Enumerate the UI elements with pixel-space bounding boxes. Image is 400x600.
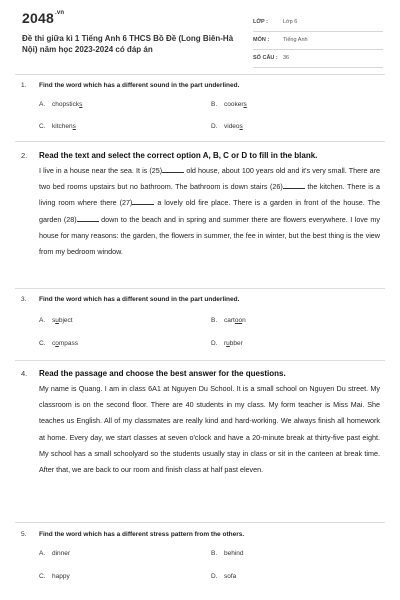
option-c[interactable] <box>39 573 70 580</box>
question-number: 3. <box>21 296 27 303</box>
option-c[interactable] <box>39 340 78 347</box>
underlined-part: s <box>239 123 243 130</box>
option-b[interactable] <box>211 550 244 557</box>
option-b[interactable] <box>211 101 247 108</box>
subject-value: Tiếng Anh <box>283 37 308 43</box>
question-number: 4. <box>21 369 28 378</box>
option-text: cooker <box>224 101 244 108</box>
option-text: r <box>224 340 227 347</box>
passage-text: a lovely old fire place. There is a garden in front of the house. The garden (28) <box>39 198 381 224</box>
blank-25[interactable] <box>162 167 184 173</box>
option-letter: A. <box>39 317 46 324</box>
count-value: 36 <box>283 55 290 61</box>
cloze-passage <box>39 163 380 260</box>
underlined-part: oo <box>234 317 243 324</box>
question-instruction: Read the passage and choose the best answer for the questions. <box>39 369 286 378</box>
option-letter: D. <box>211 340 218 347</box>
divider <box>15 522 385 523</box>
underlined-part: o <box>55 340 59 347</box>
option-letter: C. <box>39 340 46 347</box>
option-text: c <box>52 340 56 347</box>
count-label: SỐ CÂU : <box>253 55 278 61</box>
divider <box>15 360 385 361</box>
option-letter: C. <box>39 123 46 130</box>
option-c[interactable] <box>39 123 76 130</box>
divider <box>15 141 385 142</box>
option-a[interactable] <box>39 317 73 324</box>
option-text: kitchen <box>52 123 73 130</box>
option-letter: C. <box>39 573 46 580</box>
option-letter: D. <box>211 123 218 130</box>
option-text: sofa <box>224 573 237 580</box>
option-text: n <box>242 317 246 324</box>
class-value: Lớp 6 <box>283 19 298 25</box>
page-header <box>0 0 400 72</box>
passage-text: I live in a house near the sea. It is (25) <box>39 166 163 175</box>
option-text: video <box>224 123 240 130</box>
option-text: mpass <box>58 340 79 347</box>
question-instruction: Find the word which has a different stress pattern from the others. <box>39 531 245 538</box>
option-text: dinner <box>52 550 71 557</box>
logo-suffix: .vn <box>54 10 65 16</box>
underlined-part: s <box>79 101 83 108</box>
meta-table <box>253 14 383 68</box>
question-instruction: Find the word which has a different sound in the part underlined. <box>39 82 240 89</box>
passage-text: the kitchen. There is a living room where there (27) <box>39 182 380 208</box>
option-a[interactable] <box>39 550 70 557</box>
passage-text: old house, about 100 years old and it's very small. There are two bed rooms upstairs but no bathroom. The bathroom is down stairs (26) <box>39 166 380 192</box>
option-d[interactable] <box>211 573 236 580</box>
passage-text: down to the beach and in spring and summer there are flowers everywhere. I love my house for many reasons: the garden, the flowers in summer, the fee in winter, but the best thing is the view from my bedroom window. <box>39 214 380 257</box>
option-letter: A. <box>39 101 46 108</box>
option-text: behind <box>224 550 244 557</box>
option-d[interactable] <box>211 340 243 347</box>
option-letter: B. <box>211 101 218 108</box>
underlined-part: u <box>226 340 230 347</box>
option-letter: D. <box>211 573 218 580</box>
option-letter: B. <box>211 550 218 557</box>
option-d[interactable] <box>211 123 243 130</box>
document-title: Đề thi giữa kì 1 Tiếng Anh 6 THCS Bồ Đề (Long Biên-Hà Nội) năm học 2023-2024 có đáp án <box>22 34 234 54</box>
underlined-part: s <box>243 101 247 108</box>
meta-row-subject <box>253 32 383 50</box>
blank-28[interactable] <box>77 216 99 222</box>
divider <box>15 74 385 75</box>
option-text: cart <box>224 317 235 324</box>
meta-row-count <box>253 50 383 68</box>
question-number: 2. <box>21 151 28 160</box>
option-letter: A. <box>39 550 46 557</box>
option-text: bject <box>58 317 73 324</box>
option-letter: B. <box>211 317 218 324</box>
option-text: s <box>52 317 56 324</box>
site-logo[interactable] <box>22 10 64 26</box>
meta-row-class <box>253 14 383 32</box>
blank-26[interactable] <box>283 183 305 189</box>
option-text: happy <box>52 573 70 580</box>
question-number: 1. <box>21 82 27 89</box>
class-label: LỚP : <box>253 19 268 25</box>
reading-passage: My name is Quang. I am in class 6A1 at Nguyen Du School. It is a small school on Nguyen Du street. My classroom is on the second floor. There are 40 students in my class. My form teacher is Miss Mai. She teaches us English. All of my classmates are really kind and hard-working. We always finish all homework at home. Every day, we start classes at seven o'clock and have a 20-minute break at thirty-five past eight. My school has a small schoolyard so the students usually stay in class or sit in the canteen at break time. After that, we are back to our room and finish class at half past eleven. <box>39 384 380 475</box>
option-text: bber <box>229 340 243 347</box>
option-a[interactable] <box>39 101 82 108</box>
underlined-part: u <box>55 317 59 324</box>
logo-text: 2048 <box>22 10 54 26</box>
blank-27[interactable] <box>132 199 154 205</box>
question-instruction: Read the text and select the correct option A, B, C or D to fill in the blank. <box>39 151 318 160</box>
question-instruction: Find the word which has a different sound in the part underlined. <box>39 296 240 303</box>
subject-label: MÔN : <box>253 37 270 43</box>
divider <box>15 288 385 289</box>
question-number: 5. <box>21 531 27 538</box>
option-b[interactable] <box>211 317 246 324</box>
option-text: chopstick <box>52 101 80 108</box>
underlined-part: s <box>72 123 76 130</box>
